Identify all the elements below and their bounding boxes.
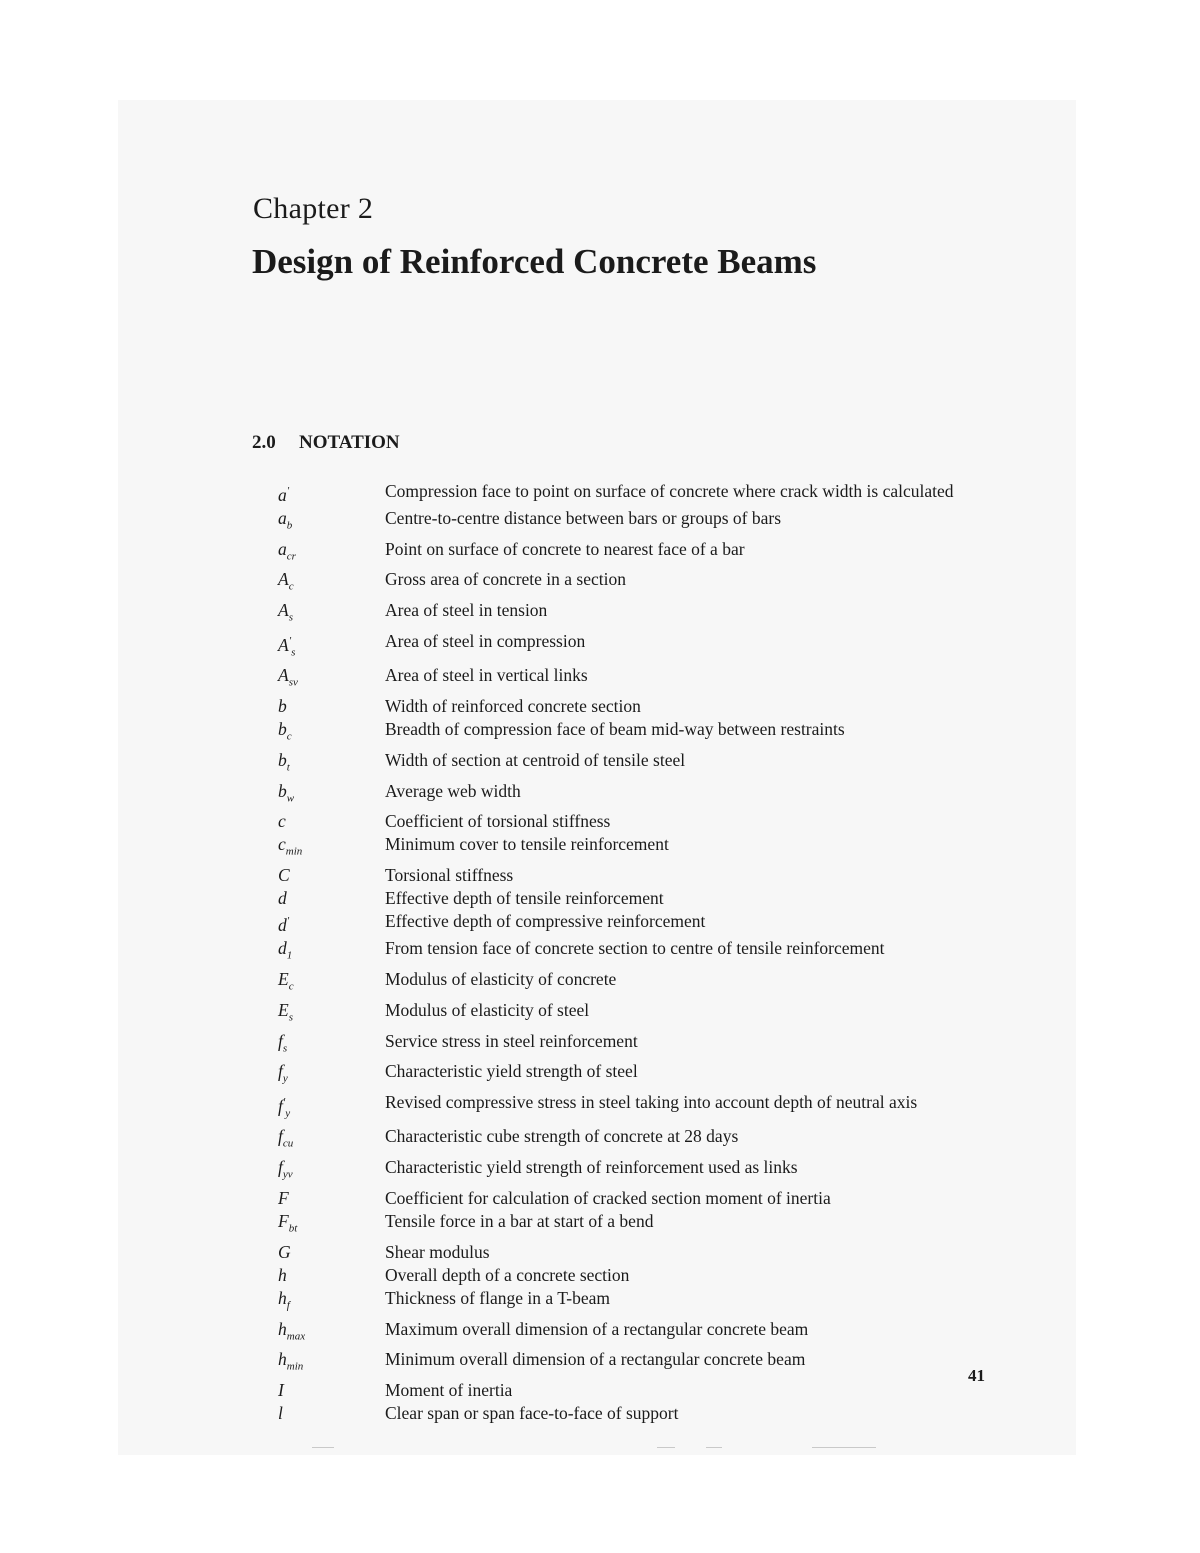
symbol-base: l — [278, 1403, 283, 1424]
notation-symbol — [278, 1125, 385, 1155]
section-number: 2.0 — [252, 432, 276, 453]
symbol-subscript: yv — [282, 1168, 293, 1181]
notation-symbol — [278, 1379, 385, 1401]
symbol-prime: ′ — [286, 485, 290, 497]
symbol-base: h — [278, 1318, 287, 1339]
notation-row — [278, 833, 993, 863]
notation-symbol — [278, 1060, 385, 1090]
symbol-base: A — [278, 569, 289, 590]
notation-row — [278, 1264, 993, 1286]
scan-mark — [312, 1447, 334, 1448]
symbol-subscript: sv — [288, 676, 298, 689]
symbol-prime: ′ — [288, 634, 292, 647]
symbol-subscript: min — [285, 845, 303, 858]
notation-symbol — [278, 999, 385, 1029]
notation-description: From tension face of concrete section to centre of tensile reinforcement — [385, 938, 885, 959]
notation-row — [278, 568, 993, 598]
symbol-base: A — [278, 600, 289, 621]
notation-symbol — [278, 568, 385, 598]
notation-symbol — [278, 664, 385, 694]
notation-symbol — [278, 1210, 385, 1240]
notation-row — [278, 937, 993, 967]
symbol-base: E — [278, 999, 289, 1020]
notation-symbol — [278, 887, 385, 909]
notation-row — [278, 695, 993, 717]
symbol-base: F — [278, 1211, 289, 1231]
notation-description: Modulus of elasticity of steel — [385, 999, 590, 1020]
notation-row — [278, 999, 993, 1029]
symbol-subscript: c — [286, 730, 292, 743]
section-title: NOTATION — [299, 432, 400, 453]
notation-row — [278, 864, 993, 886]
notation-symbol — [278, 1287, 385, 1317]
symbol-base: c — [278, 811, 286, 832]
scan-mark — [812, 1447, 876, 1448]
page-number: 41 — [968, 1366, 985, 1385]
symbol-subscript: y — [285, 1107, 291, 1120]
notation-symbol — [278, 937, 385, 967]
notation-description: Service stress in steel reinforcement — [385, 1030, 638, 1051]
symbol-base: A — [278, 665, 289, 686]
symbol-base: F — [278, 1187, 289, 1208]
symbol-base: f — [278, 1157, 283, 1178]
notation-description: Coefficient of torsional stiffness — [385, 811, 611, 832]
notation-symbol — [278, 1318, 385, 1348]
notation-row — [278, 1060, 993, 1090]
symbol-base: b — [278, 749, 287, 770]
symbol-subscript: y — [282, 1072, 288, 1085]
notation-description: Area of steel in vertical links — [385, 665, 588, 686]
notation-row — [278, 480, 993, 506]
notation-description: Gross area of concrete in a section — [385, 569, 627, 590]
notation-symbol — [278, 910, 385, 936]
notation-symbol — [278, 718, 385, 748]
symbol-base: h — [278, 1264, 287, 1285]
symbol-subscript: bt — [288, 1222, 298, 1235]
notation-symbol — [278, 1264, 385, 1286]
notation-description: Maximum overall dimension of a rectangular concrete beam — [385, 1318, 809, 1339]
symbol-prime: ′ — [282, 1095, 286, 1108]
notation-row — [278, 887, 993, 909]
symbol-base: A — [278, 634, 289, 655]
symbol-subscript: cr — [286, 550, 296, 563]
notation-symbol — [278, 864, 385, 886]
symbol-subscript: s — [282, 1042, 288, 1055]
notation-description: Average web width — [385, 780, 521, 801]
symbol-base: d — [278, 915, 287, 936]
notation-symbol — [278, 780, 385, 810]
notation-row — [278, 1125, 993, 1155]
notation-symbol — [278, 810, 385, 832]
notation-symbol — [278, 1091, 385, 1124]
notation-description: Characteristic yield strength of reinforcement used as links — [385, 1157, 798, 1178]
notation-row — [278, 664, 993, 694]
notation-list — [278, 480, 993, 1426]
symbol-subscript: s — [291, 646, 296, 659]
notation-description: Characteristic cube strength of concrete at 28 days — [385, 1126, 739, 1147]
symbol-base: h — [278, 1349, 287, 1370]
notation-description: Overall depth of a concrete section — [385, 1264, 630, 1285]
notation-symbol — [278, 749, 385, 779]
notation-description: Thickness of flange in a T-beam — [385, 1288, 611, 1309]
notation-row — [278, 780, 993, 810]
symbol-base: b — [278, 780, 287, 801]
notation-description: Effective depth of tensile reinforcement — [385, 888, 664, 909]
notation-row — [278, 718, 993, 748]
notation-description: Characteristic yield strength of steel — [385, 1061, 638, 1082]
notation-row — [278, 1187, 993, 1209]
symbol-base: a — [278, 484, 287, 505]
notation-description: Revised compressive stress in steel taking into account depth of neutral axis — [385, 1091, 918, 1112]
notation-row — [278, 968, 993, 998]
symbol-subscript: s — [288, 611, 293, 624]
notation-symbol — [278, 1030, 385, 1060]
symbol-base: E — [278, 969, 289, 990]
symbol-base: d — [278, 938, 287, 959]
symbol-base: f — [278, 1126, 283, 1147]
symbol-subscript: s — [288, 1011, 293, 1024]
notation-description: Clear span or span face-to-face of support — [385, 1403, 679, 1424]
symbol-subscript: max — [286, 1330, 306, 1343]
notation-description: Centre-to-centre distance between bars or groups of bars — [385, 508, 782, 529]
symbol-subscript: 1 — [286, 949, 293, 962]
notation-description: Modulus of elasticity of concrete — [385, 969, 617, 990]
notation-row — [278, 1379, 993, 1401]
notation-row — [278, 1156, 993, 1186]
notation-row — [278, 1402, 993, 1424]
notation-row — [278, 749, 993, 779]
symbol-subscript: f — [286, 1299, 290, 1312]
symbol-prime: ′ — [286, 915, 290, 928]
scan-mark — [706, 1447, 722, 1448]
notation-symbol — [278, 538, 385, 568]
chapter-title: Design of Reinforced Concrete Beams — [252, 242, 817, 281]
notation-row — [278, 507, 993, 537]
symbol-base: f — [278, 1030, 283, 1051]
notation-description: Minimum cover to tensile reinforcement — [385, 834, 669, 855]
symbol-subscript: min — [286, 1360, 304, 1373]
notation-symbol — [278, 1156, 385, 1186]
notation-symbol — [278, 599, 385, 629]
notation-row — [278, 599, 993, 629]
symbol-subscript: w — [286, 792, 295, 805]
notation-row — [278, 1030, 993, 1060]
notation-row — [278, 810, 993, 832]
notation-row — [278, 1241, 993, 1263]
symbol-base: G — [278, 1241, 291, 1262]
symbol-base: d — [278, 888, 287, 909]
symbol-base: c — [278, 834, 286, 855]
notation-description: Area of steel in compression — [385, 630, 586, 651]
symbol-subscript: c — [288, 580, 294, 593]
notation-description: Moment of inertia — [385, 1380, 513, 1401]
notation-row — [278, 538, 993, 568]
symbol-base: h — [278, 1288, 287, 1309]
notation-description: Tensile force in a bar at start of a bend — [385, 1211, 654, 1231]
symbol-subscript: c — [288, 980, 294, 993]
notation-symbol — [278, 630, 385, 663]
symbol-base: b — [278, 719, 287, 740]
section-heading — [252, 432, 400, 454]
symbol-base: b — [278, 695, 287, 716]
notation-symbol — [278, 695, 385, 717]
notation-description: Minimum overall dimension of a rectangular concrete beam — [385, 1349, 806, 1370]
notation-symbol — [278, 507, 385, 537]
notation-description: Compression face to point on surface of concrete where crack width is calculated — [385, 481, 954, 501]
scan-mark — [657, 1447, 675, 1448]
symbol-base: a — [278, 538, 287, 559]
notation-row — [278, 1091, 993, 1124]
notation-description: Shear modulus — [385, 1241, 490, 1262]
notation-row — [278, 910, 993, 936]
notation-symbol — [278, 480, 385, 506]
notation-description: Point on surface of concrete to nearest face of a bar — [385, 538, 745, 559]
notation-description: Breadth of compression face of beam mid-way between restraints — [385, 719, 845, 740]
symbol-base: C — [278, 865, 290, 886]
notation-symbol — [278, 833, 385, 863]
symbol-subscript: cu — [282, 1137, 294, 1150]
notation-description: Coefficient for calculation of cracked section moment of inertia — [385, 1187, 831, 1208]
notation-row — [278, 630, 993, 663]
symbol-subscript: b — [286, 519, 293, 532]
symbol-base: a — [278, 508, 287, 529]
symbol-base: f — [278, 1095, 283, 1116]
notation-row — [278, 1348, 993, 1378]
notation-symbol — [278, 1348, 385, 1378]
notation-description: Torsional stiffness — [385, 865, 514, 886]
notation-description: Width of section at centroid of tensile steel — [385, 749, 686, 770]
notation-description: Width of reinforced concrete section — [385, 695, 641, 716]
notation-description: Effective depth of compressive reinforcement — [385, 911, 706, 932]
symbol-subscript: t — [286, 761, 290, 774]
notation-symbol — [278, 1187, 385, 1209]
symbol-base: f — [278, 1061, 283, 1082]
notation-symbol — [278, 968, 385, 998]
notation-symbol — [278, 1402, 385, 1424]
notation-description: Area of steel in tension — [385, 600, 548, 621]
notation-row — [278, 1318, 993, 1348]
chapter-label: Chapter 2 — [253, 192, 374, 225]
notation-row — [278, 1287, 993, 1317]
notation-symbol — [278, 1241, 385, 1263]
symbol-base: I — [278, 1380, 284, 1401]
notation-row — [278, 1210, 993, 1240]
